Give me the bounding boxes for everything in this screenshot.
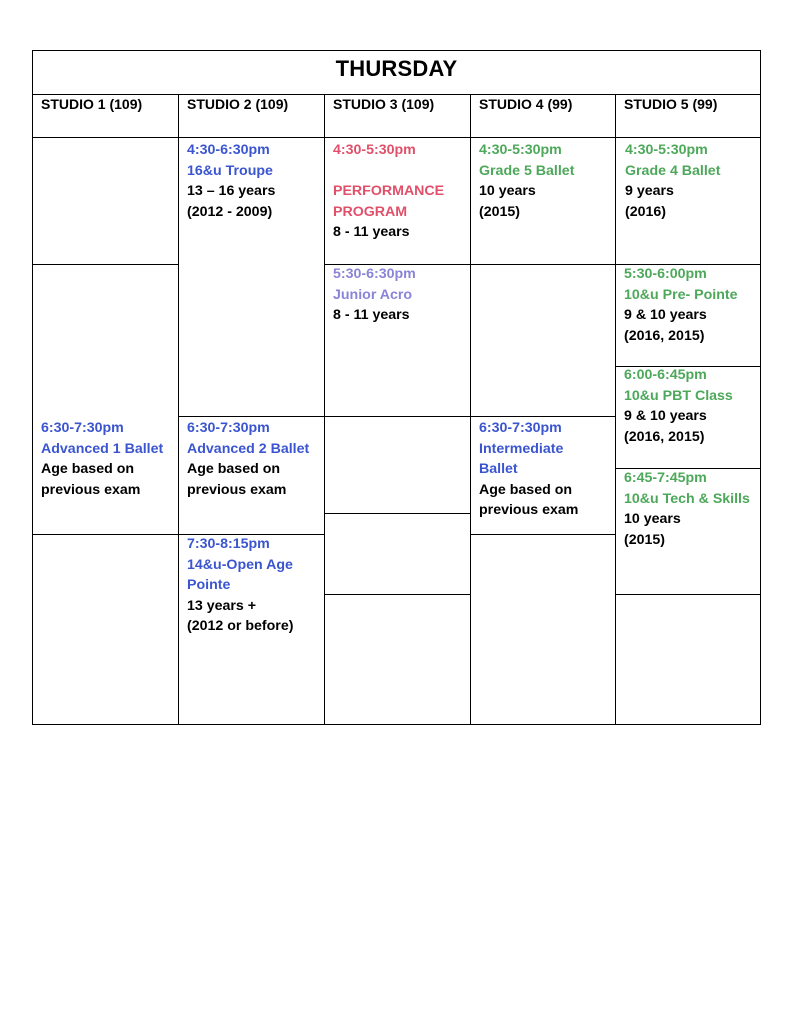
class-time: 4:30-6:30pm	[187, 142, 270, 158]
class-block	[616, 140, 760, 222]
class-time: 6:45-7:45pm	[624, 470, 707, 486]
class-name: 10&u Pre- Pointe	[624, 286, 738, 303]
class-time: 6:30-7:30pm	[41, 420, 124, 436]
class-block	[325, 264, 470, 326]
class-time: 6:30-7:30pm	[187, 420, 270, 436]
class-years: (2016)	[625, 203, 667, 220]
class-age: 13 years +	[187, 597, 257, 614]
class-age: 9 years	[625, 183, 674, 199]
class-block	[179, 534, 324, 637]
class-age: 9 & 10 years	[624, 408, 707, 424]
class-block	[616, 264, 760, 346]
class-age: Age based on	[479, 481, 573, 498]
class-name: Grade 5 Ballet	[479, 162, 575, 179]
class-time: 4:30-5:30pm	[333, 142, 416, 158]
row-divider	[471, 264, 615, 265]
class-age: Age based on	[187, 461, 281, 477]
class-time: 5:30-6:30pm	[333, 266, 416, 282]
class-name: 16&u Troupe	[187, 162, 273, 179]
class-block	[325, 140, 470, 243]
class-name: Pointe	[187, 577, 231, 593]
class-age: previous exam	[187, 481, 287, 498]
class-name: Advanced 2 Ballet	[187, 440, 310, 457]
class-time: 4:30-5:30pm	[625, 142, 708, 158]
class-time: 6:00-6:45pm	[624, 367, 707, 383]
class-name: Advanced 1 Ballet	[41, 440, 164, 457]
class-years: (2016, 2015)	[624, 428, 705, 445]
studio-1-header: STUDIO 1 (109)	[33, 94, 179, 138]
class-block	[471, 418, 615, 521]
class-block	[33, 418, 178, 500]
class-name: PERFORMANCE	[333, 183, 445, 199]
row-divider	[179, 416, 324, 417]
class-age: 10 years	[479, 183, 536, 199]
class-name: 10&u PBT Class	[624, 387, 733, 404]
class-block	[179, 140, 324, 222]
row-divider	[325, 594, 470, 595]
class-years: (2015)	[479, 203, 521, 220]
studio-3-header: STUDIO 3 (109)	[325, 94, 471, 138]
class-block	[471, 140, 615, 222]
class-name: Intermediate	[479, 440, 564, 457]
class-time: 7:30-8:15pm	[187, 536, 270, 552]
class-age: previous exam	[479, 502, 579, 518]
title-row	[33, 51, 760, 95]
class-block	[179, 418, 324, 500]
class-years: (2012 or before)	[187, 618, 294, 634]
class-block	[616, 468, 760, 550]
class-time: 5:30-6:00pm	[624, 266, 707, 282]
page-title: THURSDAY	[335, 56, 458, 81]
class-name: Ballet	[479, 461, 518, 477]
class-age: 8 - 11 years	[333, 224, 410, 240]
row-divider	[325, 513, 470, 514]
class-years: (2015)	[624, 531, 666, 548]
studio-5-header: STUDIO 5 (99)	[616, 94, 760, 138]
class-block	[616, 365, 760, 447]
row-divider	[325, 416, 470, 417]
class-age: Age based on	[41, 461, 135, 477]
class-age: 9 & 10 years	[624, 307, 707, 323]
class-years: (2016, 2015)	[624, 327, 705, 344]
class-time: 6:30-7:30pm	[479, 420, 562, 436]
class-name: 10&u Tech & Skills	[624, 490, 750, 507]
studio-4-header: STUDIO 4 (99)	[471, 94, 616, 138]
class-years: (2012 - 2009)	[187, 203, 273, 220]
class-age: 13 – 16 years	[187, 183, 276, 199]
row-divider	[616, 594, 760, 595]
row-divider	[33, 534, 178, 535]
class-age: previous exam	[41, 481, 141, 498]
class-name: 14&u-Open Age	[187, 556, 293, 573]
class-name: PROGRAM	[333, 203, 408, 220]
row-divider	[471, 534, 615, 535]
class-name: Grade 4 Ballet	[625, 162, 721, 179]
class-age: 8 - 11 years	[333, 307, 410, 323]
schedule-table	[32, 50, 761, 725]
row-divider	[33, 264, 178, 265]
class-name: Junior Acro	[333, 286, 413, 303]
row-divider	[471, 416, 615, 417]
class-time: 4:30-5:30pm	[479, 142, 562, 158]
class-age: 10 years	[624, 511, 681, 527]
studio-2-header: STUDIO 2 (109)	[179, 94, 325, 138]
